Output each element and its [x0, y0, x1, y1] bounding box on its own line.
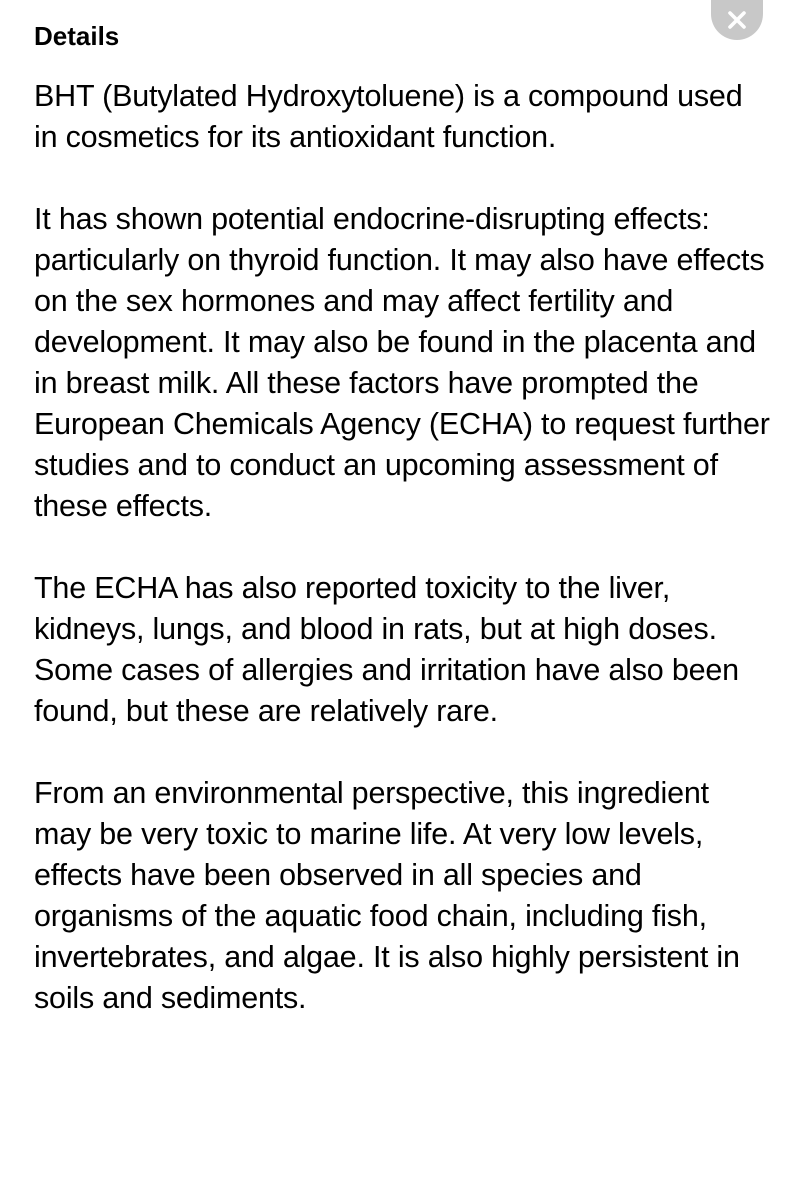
details-paragraph-environment: From an environmental perspective, this ingredient may be very toxic to marine life. At very low levels, effects have been observed in all species and organisms of the aquatic food chain, including fish, invertebrates, and algae. It is also highly persistent in soils and sediments. [34, 776, 740, 1015]
close-icon [727, 10, 747, 30]
details-paragraph-intro: BHT (Butylated Hydroxytoluene) is a compound used in cosmetics for its antioxidant function. [34, 79, 743, 154]
details-content [34, 76, 774, 1019]
details-paragraph-endocrine: It has shown potential endocrine-disrupting effects: particularly on thyroid function. It may also have effects on the sex hormones and may affect fertility and development. It may also be found in the placenta and in breast milk. All these factors have prompted the European Chemicals Agency (ECHA) to request further studies and to conduct an upcoming assessment of these effects. [34, 202, 770, 523]
page-title: Details [34, 21, 120, 51]
close-button[interactable] [711, 0, 763, 40]
details-paragraph-toxicity: The ECHA has also reported toxicity to the liver, kidneys, lungs, and blood in rats, but at high doses. Some cases of allergies and irritation have also been found, but these are relatively rare. [34, 571, 739, 728]
